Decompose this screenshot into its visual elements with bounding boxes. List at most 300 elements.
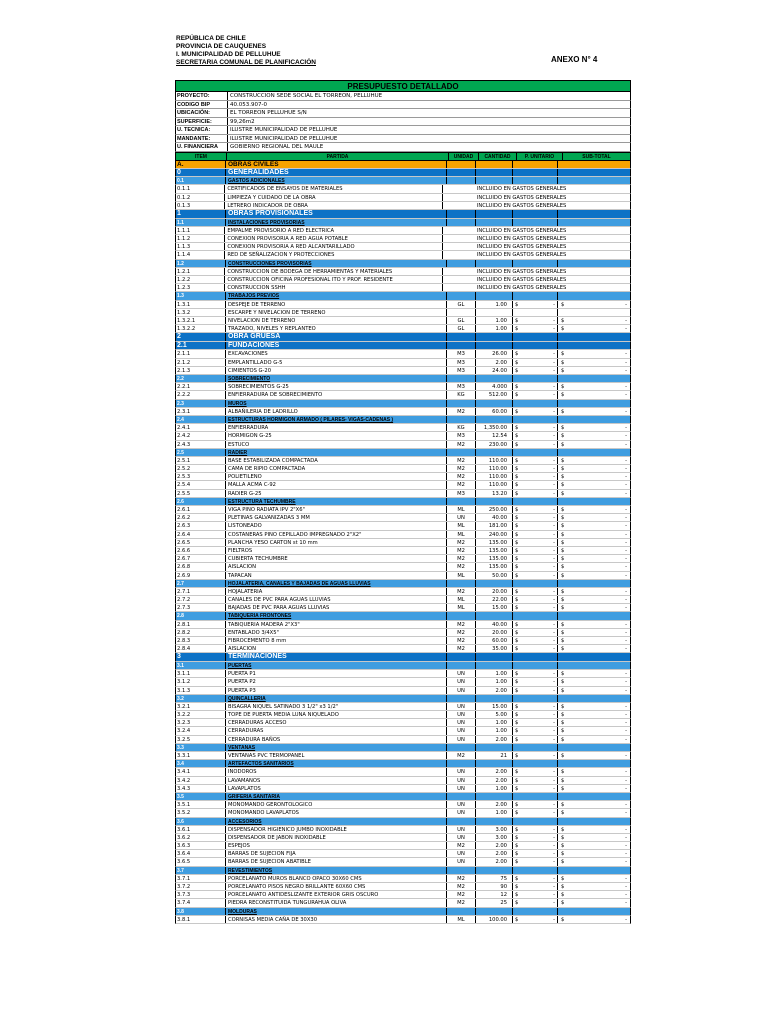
currency-symbol: $ [561,326,565,333]
item-code: 3.6.1 [176,826,226,833]
currency-symbol: $ [515,515,519,522]
subtotal-value: - [625,351,627,358]
subtotal-cell [558,359,630,366]
currency-symbol: $ [561,728,565,735]
currency-symbol: $ [515,859,519,866]
currency-symbol: $ [561,597,565,604]
table-row [175,465,631,473]
currency-symbol: $ [561,736,565,743]
project-info-row [175,118,631,127]
unit-cell: M2 [447,457,476,464]
sheet-title: PRESUPUESTO DETALLADO [175,80,631,92]
currency-symbol: $ [515,720,519,727]
unit-cell: M2 [447,645,476,652]
unit-price-value: - [553,892,555,899]
unit-price-value: - [553,736,555,743]
item-code: 2.4 [176,416,226,423]
currency-symbol: $ [515,712,519,719]
subtotal-cell [558,703,630,710]
partida-description: CANALES DE PVC PARA AGUAS LLUVIAS [226,596,447,603]
currency-symbol: $ [561,457,565,464]
quantity-cell [476,612,513,619]
unit-cell: M3 [447,432,476,439]
unit-price-cell [513,908,558,915]
unit-cell [447,169,476,177]
item-code: 3.1.2 [176,678,226,685]
unit-cell [447,653,476,661]
subtotal-cell [558,498,630,505]
partida-description: LAVAMANOS [226,777,447,784]
item-code: 0.1.1 [176,185,225,192]
project-info-row [175,109,631,118]
subtotal-cell [558,834,630,841]
unit-price-value: - [553,326,555,333]
unit-cell: M2 [447,629,476,636]
partida-description: POLIETILENO [226,473,447,480]
currency-symbol: $ [561,851,565,858]
subtotal-cell [558,826,630,833]
table-row [175,359,631,367]
item-code: 2.1 [176,342,226,350]
subtotal-cell [558,514,630,521]
unit-price-cell [513,801,558,808]
currency-symbol: $ [515,605,519,612]
currency-symbol: $ [515,629,519,636]
table-row [175,276,631,284]
currency-symbol: $ [561,712,565,719]
partida-description: MUROS [226,400,447,407]
unit-cell: ML [447,604,476,611]
partida-description: CERRADURA BAÑOS [226,736,447,743]
table-row [175,875,631,883]
partida-description: AISLACION [226,645,447,652]
included-note: INCLUIDO EN GASTOS GENERALES [476,244,567,251]
subsection-row [175,867,631,875]
item-code: 3.6.4 [176,850,226,857]
unit-cell: M2 [447,473,476,480]
unit-price-cell [513,400,558,407]
table-row [175,227,631,235]
item-code: 2.6.7 [176,555,226,562]
item-code: 1.2.3 [176,284,225,291]
unit-price-value: - [553,482,555,489]
table-row [175,547,631,555]
header-line-municipalidad: I. MUNICIPALIDAD DE PELLUHUE [176,51,281,58]
unit-cell: GL [447,301,476,308]
unit-cell [447,744,476,751]
currency-symbol: $ [561,433,565,440]
partida-description: LETRERO INDICADOR DE OBRA [225,202,443,209]
unit-price-value: - [553,810,555,817]
currency-symbol: $ [515,687,519,694]
subtotal-cell [558,572,630,579]
currency-symbol: $ [561,875,565,882]
unit-cell: M2 [447,752,476,759]
subtotal-cell [558,539,630,546]
subtotal-value: - [625,621,627,628]
quantity-cell: 135.00 [476,563,513,570]
unit-price-value: - [553,474,555,481]
subtotal-cell [558,350,630,357]
item-code: 2.8.2 [176,629,226,636]
item-code: 1.1.3 [176,243,225,250]
partida-description: SOBRECIMIENTOS G-25 [226,383,447,390]
currency-symbol: $ [515,433,519,440]
unit-cell: UN [447,719,476,726]
unit-cell [447,177,476,184]
table-row [175,432,631,440]
project-info-row [175,135,631,144]
quantity-cell [476,260,513,267]
quantity-cell: 110.00 [476,481,513,488]
subtotal-cell [558,629,630,636]
currency-symbol: $ [515,301,519,308]
unit-price-value: - [553,301,555,308]
unit-price-cell [513,899,558,906]
unit-price-value: - [553,433,555,440]
unit-price-value: - [553,597,555,604]
quantity-cell [476,818,513,825]
unit-cell: M2 [447,899,476,906]
unit-price-cell [513,744,558,751]
subtotal-value: - [625,317,627,324]
currency-symbol: $ [515,441,519,448]
unit-price-value: - [553,572,555,579]
unit-cell: UN [447,768,476,775]
quantity-cell: 1,350.00 [476,424,513,431]
item-code: 1.3.2 [176,309,226,316]
quantity-cell: 60.00 [476,408,513,415]
currency-symbol: $ [515,317,519,324]
quantity-cell [476,375,513,382]
currency-symbol: $ [515,588,519,595]
subtotal-cell [558,670,630,677]
unit-price-cell [513,662,558,669]
quantity-cell: 1.00 [476,678,513,685]
table-row [175,457,631,465]
col-unidad-header: UNIDAD [449,153,479,160]
partida-description: PORCELANATO MUROS BLANCO OPACO 30X60 CMS [226,875,447,882]
unit-price-value: - [553,720,555,727]
table-row [175,563,631,571]
subtotal-value: - [625,720,627,727]
subtotal-value: - [625,597,627,604]
subtotal-cell [558,908,630,915]
currency-symbol: $ [561,720,565,727]
subtotal-value: - [625,547,627,554]
currency-symbol: $ [515,621,519,628]
table-row [175,408,631,416]
item-code: 1.2.1 [176,268,225,275]
item-code: 3.7 [176,867,226,874]
unit-price-value: - [553,515,555,522]
quantity-cell: 135.00 [476,547,513,554]
quantity-cell [476,169,513,177]
table-row [175,891,631,899]
unit-price-value: - [553,466,555,473]
unit-price-value: - [553,777,555,784]
currency-symbol: $ [561,834,565,841]
table-row [175,858,631,866]
col-partida-header: PARTIDA [227,153,449,160]
subtotal-cell [558,637,630,644]
currency-symbol: $ [561,547,565,554]
quantity-cell: 75 [476,875,513,882]
unit-price-value: - [553,834,555,841]
subtotal-cell [558,768,630,775]
currency-symbol: $ [515,777,519,784]
table-row [175,588,631,596]
unit-cell: ML [447,506,476,513]
table-header [175,152,631,161]
subsection-row [175,662,631,670]
currency-symbol: $ [515,556,519,563]
item-code: 2.2.1 [176,383,226,390]
currency-symbol: $ [515,457,519,464]
subtotal-value: - [625,433,627,440]
unit-price-cell [513,441,558,448]
quantity-cell: 2.00 [476,768,513,775]
col-punitario-header: P. UNITARIO [517,153,563,160]
quantity-cell: 1.00 [476,719,513,726]
partida-description: TRABAJOS PREVIOS [226,292,447,299]
table-row [175,785,631,793]
table-row [175,916,631,924]
unit-price-cell [513,687,558,694]
item-code: 1.3.1 [176,301,226,308]
section-row [175,210,631,219]
partida-description: ACCESORIOS [226,818,447,825]
table-row [175,325,631,333]
partida-description: FIELTROS [226,547,447,554]
subtotal-value: - [625,523,627,530]
subtotal-value: - [625,859,627,866]
unit-cell: UN [447,809,476,816]
table-row [175,719,631,727]
currency-symbol: $ [515,728,519,735]
subtotal-value: - [625,490,627,497]
currency-symbol: $ [561,671,565,678]
unit-price-cell [513,342,558,350]
unit-price-value: - [553,875,555,882]
currency-symbol: $ [561,474,565,481]
subtotal-value: - [625,712,627,719]
included-note: INCLUIDO EN GASTOS GENERALES [476,285,567,292]
subtotal-value: - [625,588,627,595]
table-row [175,301,631,309]
subtotal-value: - [625,875,627,882]
unit-price-value: - [553,703,555,710]
subtotal-value: - [625,301,627,308]
item-code: 2.3 [176,400,226,407]
unit-cell [447,612,476,619]
quantity-cell [476,449,513,456]
project-info-value: EL TORREON PELLUHUE S/N [230,110,307,116]
subtotal-cell [558,292,630,299]
partida-description: ESCARPE Y NIVELACION DE TERRENO [226,309,447,316]
subtotal-cell [558,210,630,218]
quantity-cell: 12.54 [476,432,513,439]
item-code: 3.4.2 [176,777,226,784]
unit-cell: UN [447,801,476,808]
quantity-cell: 3.00 [476,834,513,841]
unit-price-value: - [553,621,555,628]
partida-description: PLANCHA YESO CARTON st 10 mm [226,539,447,546]
partida-description: ALBAÑILERIA DE LADRILLO [226,408,447,415]
currency-symbol: $ [561,916,565,923]
table-row [175,243,631,251]
included-note: INCLUIDO EN GASTOS GENERALES [476,202,567,209]
currency-symbol: $ [561,703,565,710]
subtotal-cell [558,875,630,882]
quantity-cell [476,744,513,751]
table-row [175,441,631,449]
subtotal-cell [558,883,630,890]
unit-price-cell [513,621,558,628]
quantity-cell: 25 [476,899,513,906]
subtotal-cell [558,801,630,808]
partida-description: INODOROS [226,768,447,775]
subtotal-cell [558,531,630,538]
unit-price-cell [513,161,558,168]
project-info-value: GOBIERNO REGIONAL DEL MAULE [230,144,324,150]
unit-price-value: - [553,367,555,374]
subtotal-cell [558,383,630,390]
subtotal-value: - [625,834,627,841]
quantity-cell: 240.00 [476,531,513,538]
table-row [175,645,631,653]
subtotal-cell [558,711,630,718]
unit-cell [447,498,476,505]
item-code: 3.6.5 [176,858,226,865]
partida-description: CIMIENTOS G-20 [226,367,447,374]
item-code: 2.7 [176,580,226,587]
subtotal-cell [558,490,630,497]
item-code: 2.6.2 [176,514,226,521]
unit-cell [447,375,476,382]
unit-price-cell [513,785,558,792]
quantity-cell: 2.00 [476,777,513,784]
subtotal-value: - [625,515,627,522]
project-info-row [175,126,631,135]
partida-description: PIEDRA RECONSTITUIDA TUNGURAHUA OLIVA [226,899,447,906]
quantity-cell: 20.00 [476,588,513,595]
unit-cell: M3 [447,383,476,390]
unit-cell: ML [447,531,476,538]
partida-description: MONOMANDO GERONTOLOGICO [226,801,447,808]
item-code: 3.4.3 [176,785,226,792]
subsection-row [175,260,631,268]
item-code: A. [176,161,226,168]
item-code: 1.1.2 [176,235,225,242]
currency-symbol: $ [515,490,519,497]
unit-cell [447,260,476,267]
currency-symbol: $ [561,564,565,571]
subtotal-cell [558,867,630,874]
subtotal-cell [558,333,630,341]
subsection-row [175,793,631,801]
unit-price-cell [513,596,558,603]
partida-description: INSTALACIONES PROVISORIAS [226,219,447,226]
unit-cell [447,793,476,800]
item-code: 3.1 [176,662,226,669]
item-code: 3.8 [176,908,226,915]
subtotal-cell [558,432,630,439]
subtotal-value: - [625,884,627,891]
unit-price-cell [513,563,558,570]
partida-description: BARRAS DE SUJECION FIJA [226,850,447,857]
subtotal-value: - [625,605,627,612]
subtotal-cell [558,416,630,423]
included-note: INCLUIDO EN GASTOS GENERALES [476,194,567,201]
subtotal-value: - [625,441,627,448]
unit-price-value: - [553,712,555,719]
unit-price-cell [513,752,558,759]
currency-symbol: $ [561,490,565,497]
subtotal-value: - [625,564,627,571]
subsection-row [175,695,631,703]
subtotal-cell [558,916,630,923]
subtotal-cell [558,301,630,308]
partida-description: BISAGRA NIQUEL SATINADO 3 1/2" x3 1/2" [226,703,447,710]
partida-description: ENFIERRADURA DE SOBRECIMIENTO [226,391,447,398]
quantity-cell: 110.00 [476,473,513,480]
table-row [175,531,631,539]
unit-cell [447,580,476,587]
unit-price-cell [513,408,558,415]
currency-symbol: $ [515,359,519,366]
quantity-cell: 40.00 [476,621,513,628]
subtotal-cell [558,719,630,726]
unit-cell [447,695,476,702]
unit-cell: M2 [447,563,476,570]
item-code: 2.6.3 [176,522,226,529]
unit-price-cell [513,359,558,366]
unit-price-cell [513,891,558,898]
section-row [175,342,631,351]
item-code: 2.7.3 [176,604,226,611]
project-info-key: SUPERFICIE: [176,118,228,126]
item-code: 3.3.1 [176,752,226,759]
quantity-cell: 2.00 [476,687,513,694]
currency-symbol: $ [561,572,565,579]
subtotal-cell [558,752,630,759]
unit-price-cell [513,473,558,480]
currency-symbol: $ [515,785,519,792]
section-row [175,169,631,178]
currency-symbol: $ [515,326,519,333]
partida-description: MONOMANDO LAVAPLATOS [226,809,447,816]
subtotal-cell [558,580,630,587]
table-row [175,621,631,629]
item-code: 2.5 [176,449,226,456]
project-info-value: ILUSTRE MUNICIPALIDAD DE PELLUHUE [230,127,338,133]
unit-price-cell [513,539,558,546]
subtotal-cell [558,375,630,382]
item-code: 3.6.2 [176,834,226,841]
subtotal-cell [558,219,630,226]
unit-cell [447,400,476,407]
currency-symbol: $ [561,482,565,489]
subsection-row [175,400,631,408]
col-item-header: ITEM [176,153,227,160]
item-code: 1.3.2.2 [176,325,226,332]
table-row [175,768,631,776]
partida-description: VIGA PINO RADIATA IPV 2"X6" [226,506,447,513]
item-code: 2.6.4 [176,531,226,538]
quantity-cell: 2.00 [476,850,513,857]
item-code: 2.1.2 [176,359,226,366]
